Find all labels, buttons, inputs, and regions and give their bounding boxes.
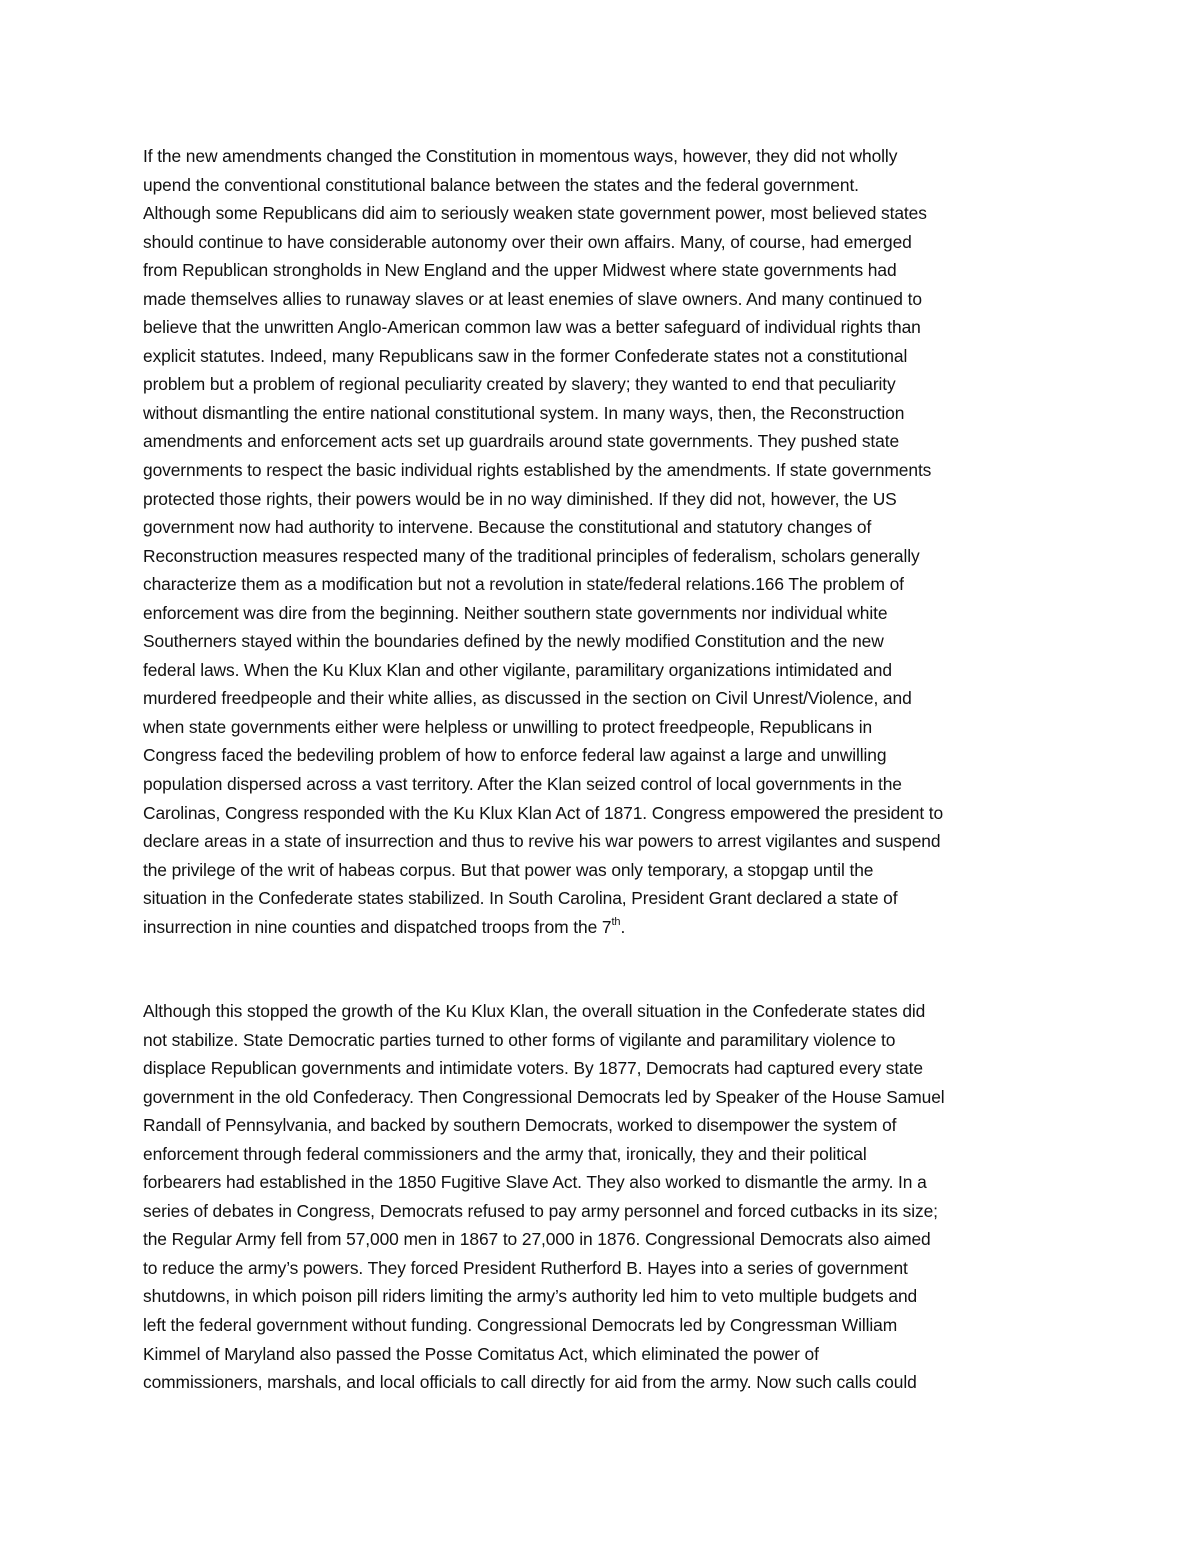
text-line: characterize them as a modification but not a revolution in state/federal relations.166 The problem of xyxy=(143,574,904,595)
text-line: explicit statutes. Indeed, many Republicans saw in the former Confederate states not a constitutional xyxy=(143,345,908,366)
text-line: forbearers had established in the 1850 Fugitive Slave Act. They also worked to dismantle the army. In a xyxy=(143,1172,927,1193)
text-line: Kimmel of Maryland also passed the Posse Comitatus Act, which eliminated the power of xyxy=(143,1343,819,1364)
text-line: amendments and enforcement acts set up guardrails around state governments. They pushed state xyxy=(143,431,900,452)
text-line: federal laws. When the Ku Klux Klan and other vigilante, paramilitary organizations intimidated and xyxy=(143,659,892,680)
text-line: Randall of Pennsylvania, and backed by southern Democrats, worked to disempower the system of xyxy=(143,1115,897,1136)
text-line: government now had authority to intervene. Because the constitutional and statutory changes of xyxy=(143,517,872,538)
text-line: enforcement through federal commissioners and the army that, ironically, they and their political xyxy=(143,1143,867,1164)
text-line: believe that the unwritten Anglo-American common law was a better safeguard of individual rights than xyxy=(143,317,921,338)
text-line: Southerners stayed within the boundaries defined by the newly modified Constitution and the new xyxy=(143,631,884,652)
final-line-period: . xyxy=(620,916,626,937)
text-line: Carolinas, Congress responded with the Ku Klux Klan Act of 1871. Congress empowered the president to xyxy=(143,802,944,823)
text-line: displace Republican governments and intimidate voters. By 1877, Democrats had captured every state xyxy=(143,1058,923,1079)
text-line: when state governments either were helpless or unwilling to protect freedpeople, Republicans in xyxy=(143,716,873,737)
paragraph-reconstruction-amendments xyxy=(143,142,1083,941)
text-line: declare areas in a state of insurrection and thus to revive his war powers to arrest vigilantes and suspend xyxy=(143,831,941,852)
text-line: protected those rights, their powers would be in no way diminished. If they did not, however, the US xyxy=(143,488,897,509)
text-line-final xyxy=(143,913,1083,942)
text-line: not stabilize. State Democratic parties turned to other forms of vigilante and paramilitary violence to xyxy=(143,1029,896,1050)
text-line: from Republican strongholds in New England and the upper Midwest where state governments had xyxy=(143,260,897,281)
text-line: Congress faced the bedeviling problem of how to enforce federal law against a large and unwilling xyxy=(143,745,887,766)
text-line: murdered freedpeople and their white allies, as discussed in the section on Civil Unrest/Violence, and xyxy=(143,688,912,709)
final-line-text: insurrection in nine counties and dispatched troops from the 7 xyxy=(143,916,612,937)
text-line: should continue to have considerable autonomy over their own affairs. Many, of course, had emerged xyxy=(143,231,912,252)
text-line: Although this stopped the growth of the Ku Klux Klan, the overall situation in the Confederate states did xyxy=(143,1001,926,1021)
text-line: enforcement was dire from the beginning. Neither southern state governments nor individual white xyxy=(143,602,888,623)
text-line: population dispersed across a vast territory. After the Klan seized control of local governments in the xyxy=(143,774,902,795)
text-line: the Regular Army fell from 57,000 men in 1867 to 27,000 in 1876. Congressional Democrats also aimed xyxy=(143,1229,931,1250)
text-line: shutdowns, in which poison pill riders limiting the army’s authority led him to veto multiple budgets and xyxy=(143,1286,918,1307)
text-line: Although some Republicans did aim to seriously weaken state government power, most believed states xyxy=(143,203,927,224)
text-line: series of debates in Congress, Democrats refused to pay army personnel and forced cutbacks in its size; xyxy=(143,1200,938,1221)
text-line: to reduce the army’s powers. They forced President Rutherford B. Hayes into a series of government xyxy=(143,1257,908,1278)
text-line: commissioners, marshals, and local officials to call directly for aid from the army. Now such calls could xyxy=(143,1372,917,1393)
ordinal-superscript: th xyxy=(611,915,621,928)
text-line: Reconstruction measures respected many of the traditional principles of federalism, scholars generally xyxy=(143,545,920,566)
text-line: If the new amendments changed the Constitution in momentous ways, however, they did not wholly xyxy=(143,146,898,166)
text-line: governments to respect the basic individual rights established by the amendments. If state governments xyxy=(143,460,932,481)
text-line: without dismantling the entire national constitutional system. In many ways, then, the Reconstruction xyxy=(143,402,905,423)
text-line: made themselves allies to runaway slaves or at least enemies of slave owners. And many continued to xyxy=(143,288,922,309)
text-line: upend the conventional constitutional balance between the states and the federal government. xyxy=(143,174,859,195)
text-line: situation in the Confederate states stabilized. In South Carolina, President Grant declared a state of xyxy=(143,888,898,909)
text-line: the privilege of the writ of habeas corpus. But that power was only temporary, a stopgap until the xyxy=(143,859,874,880)
text-line: left the federal government without funding. Congressional Democrats led by Congressman William xyxy=(143,1315,898,1336)
text-line: problem but a problem of regional peculiarity created by slavery; they wanted to end that peculiarity xyxy=(143,374,896,395)
text-line: government in the old Confederacy. Then Congressional Democrats led by Speaker of the House Samuel xyxy=(143,1086,945,1107)
paragraph-democratic-resistance xyxy=(143,997,1083,1397)
